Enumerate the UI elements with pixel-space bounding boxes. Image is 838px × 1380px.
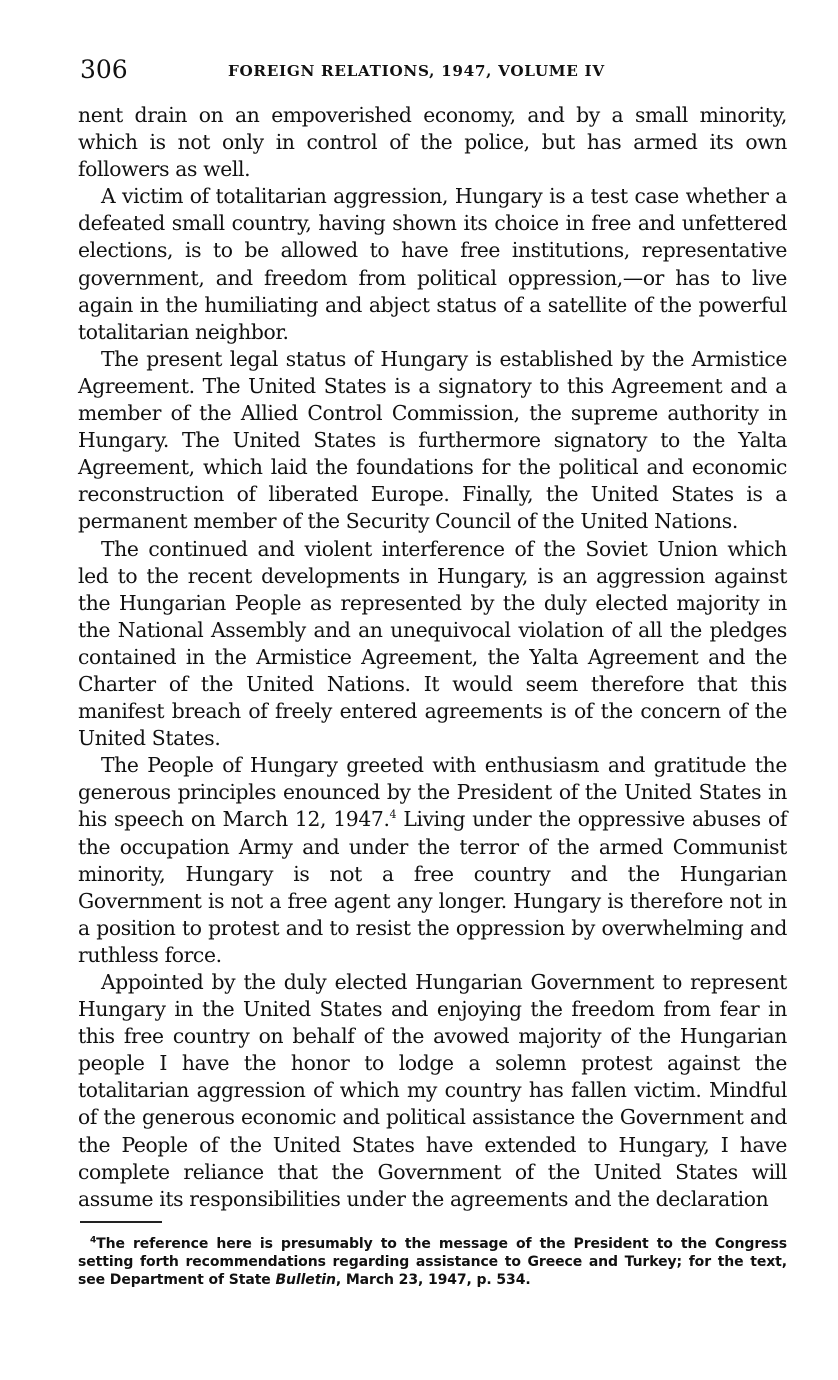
paragraph-text: Living under the oppressive abuses of the occupation Army and under the terror of the armed Communist minority, Hungary is not a free country and the Hungarian Government is not a free agent any longer. Hungary is therefore not in a position to protest and to resist the oppression by overwhelming and ruthless force. [78, 807, 787, 967]
footnote-text: The reference here is presumably to the message of the President to the Congress setting forth recommendations regarding assistance to Greece and Turkey; for the text, see Department of State [78, 1235, 787, 1288]
running-title: FOREIGN RELATIONS, 1947, VOLUME IV [228, 62, 605, 80]
footnote-divider [80, 1221, 162, 1223]
paragraph: A victim of totalitarian aggression, Hungary is a test case whether a defeated small country, having shown its choice in free and unfettered elections, is to be allowed to have free institutions, representative government, and freedom from political oppression,—or has to live again in the humiliating and abject status of a satellite of the powerful totalitarian neighbor. [78, 184, 787, 344]
footnote-italic-title: Bulletin [275, 1271, 336, 1288]
footnote-reference[interactable]: 4 [389, 808, 397, 822]
paragraph: The present legal status of Hungary is established by the Armistice Agreement. The United States is a signatory to this Agreement and a member of the Allied Control Commission, the supreme authority in Hungary. The United States is furthermore signatory to the Yalta Agreement, which laid the foundations for the political and economic reconstruction of liberated Europe. Finally, the United States is a permanent member of the Security Council of the United Nations. [78, 346, 787, 534]
paragraph-text: The People of Hungary greeted with enthusiasm and gratitude the generous principles enounced by the President of the United States in his speech on March 12, 1947. [78, 753, 787, 832]
footnote-marker: 4 [90, 1235, 97, 1246]
paragraph: The continued and violent interference of the Soviet Union which led to the recent developments in Hungary, is an aggression against the Hungarian People as represented by the duly elected majority in the National Assembly and an unequivocal violation of all the pledges contained in the Armistice Agreement, the Yalta Agreement and the Charter of the United Nations. It would seem therefore that this manifest breach of freely entered agreements is of the concern of the United States. [78, 536, 787, 751]
page-number: 306 [80, 55, 128, 84]
paragraph: Appointed by the duly elected Hungarian Government to represent Hungary in the United States and enjoying the freedom from fear in this free country on behalf of the avowed majority of the Hungarian people I have the honor to lodge a solemn protest against the totalitarian aggression of which my country has fallen victim. Mindful of the generous economic and political assistance the Government and the People of the United States have extended to Hungary, I have complete reliance that the Government of the United States will assume its responsibilities under the agreements and the declaration [78, 970, 787, 1211]
document-page [78, 55, 787, 1289]
paragraph-with-footnote-ref [78, 752, 787, 969]
footnote [78, 1235, 787, 1289]
page-header [78, 55, 787, 85]
paragraph-continued: nent drain on an empoverished economy, and by a small minority, which is not only in control of the police, but has armed its own followers as well. [78, 103, 787, 182]
footnote-text-end: , March 23, 1947, p. 534. [335, 1271, 531, 1288]
body-text [78, 102, 787, 1213]
